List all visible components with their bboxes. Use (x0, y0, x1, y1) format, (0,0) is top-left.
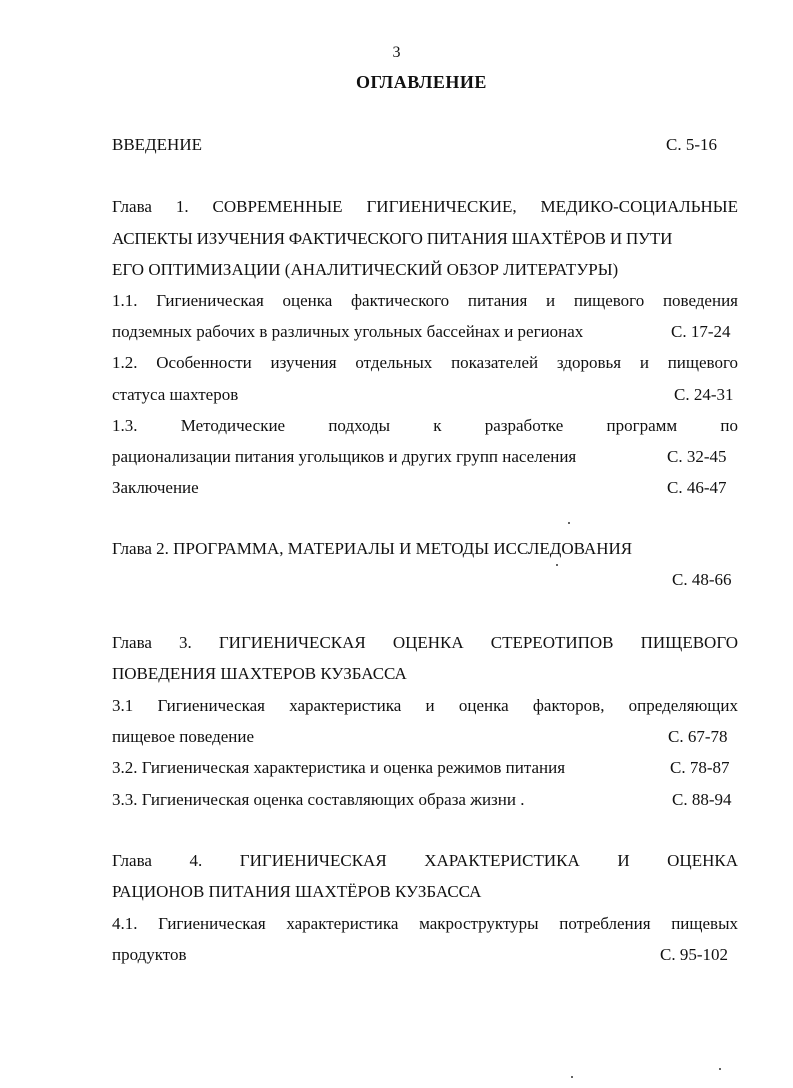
section-3-1-pages: С. 67-78 (668, 727, 728, 746)
chapter4-heading-line1: Глава 4. ГИГИЕНИЧЕСКАЯ ХАРАКТЕРИСТИКА И ОЦЕНКА (112, 851, 738, 870)
chapter2-pages: С. 48-66 (672, 570, 732, 589)
scan-speck (719, 1068, 721, 1070)
section-3-1-line2: пищевое поведение (112, 727, 255, 746)
chapter3-heading-line2: ПОВЕДЕНИЯ ШАХТЕРОВ КУЗБАССА (112, 664, 407, 683)
section-4-1-line2: продуктов (112, 945, 187, 964)
toc-title: ОГЛАВЛЕНИЕ (356, 72, 487, 92)
chapter1-heading-line2: АСПЕКТЫ ИЗУЧЕНИЯ ФАКТИЧЕСКОГО ПИТАНИЯ ШАХТЁРОВ И ПУТИ (112, 229, 673, 248)
toc-entry-intro (112, 134, 738, 156)
section-3-1-line1: 3.1 Гигиеническая характеристика и оценка факторов, определяющих (112, 696, 738, 715)
scan-speck (571, 1076, 573, 1078)
section-1-2-line1: 1.2. Особенности изучения отдельных показателей здоровья и пищевого (112, 353, 738, 372)
scan-speck (556, 564, 558, 566)
intro-label: ВВЕДЕНИЕ (112, 135, 202, 154)
section-1-3-line1: 1.3. Методические подходы к разработке программ по (112, 416, 738, 435)
section-1-3-line2: рационализации питания угольщиков и других групп населения (112, 447, 577, 466)
section-1-1-line1: 1.1. Гигиеническая оценка фактического питания и пищевого поведения (112, 291, 738, 310)
chapter4-heading-line2: РАЦИОНОВ ПИТАНИЯ ШАХТЁРОВ КУЗБАССА (112, 882, 482, 901)
section-3-3-pages: С. 88-94 (672, 790, 732, 809)
scan-speck (568, 522, 570, 524)
page-number: 3 (392, 44, 401, 61)
section-3-2-pages: С. 78-87 (670, 758, 730, 777)
section-3-3-line1: 3.3. Гигиеническая оценка составляющих образа жизни . (112, 790, 525, 809)
section-4-1-line1: 4.1. Гигиеническая характеристика макроструктуры потребления пищевых (112, 914, 738, 933)
chapter1-heading-line3: ЕГО ОПТИМИЗАЦИИ (АНАЛИТИЧЕСКИЙ ОБЗОР ЛИТЕРАТУРЫ) (112, 260, 619, 279)
chapter1-heading-line1: Глава 1. СОВРЕМЕННЫЕ ГИГИЕНИЧЕСКИЕ, МЕДИКО-СОЦИАЛЬНЫЕ (112, 197, 738, 216)
section-1-1-pages: С. 17-24 (671, 322, 731, 341)
conclusion-label: Заключение (112, 478, 199, 497)
section-4-1-pages: С. 95-102 (660, 945, 728, 964)
chapter2-heading: Глава 2. ПРОГРАММА, МАТЕРИАЛЫ И МЕТОДЫ ИССЛЕДОВАНИЯ (112, 539, 633, 558)
conclusion-pages: С. 46-47 (667, 478, 727, 497)
section-1-2-line2: статуса шахтеров (112, 385, 239, 404)
chapter3-heading-line1: Глава 3. ГИГИЕНИЧЕСКАЯ ОЦЕНКА СТЕРЕОТИПОВ ПИЩЕВОГО (112, 633, 738, 652)
section-1-1-line2: подземных рабочих в различных угольных бассейнах и регионах (112, 322, 584, 341)
section-3-2-line1: 3.2. Гигиеническая характеристика и оценка режимов питания (112, 758, 566, 777)
section-1-3-pages: С. 32-45 (667, 447, 727, 466)
section-1-2-pages: С. 24-31 (674, 385, 734, 404)
intro-pages: С. 5-16 (666, 135, 717, 154)
